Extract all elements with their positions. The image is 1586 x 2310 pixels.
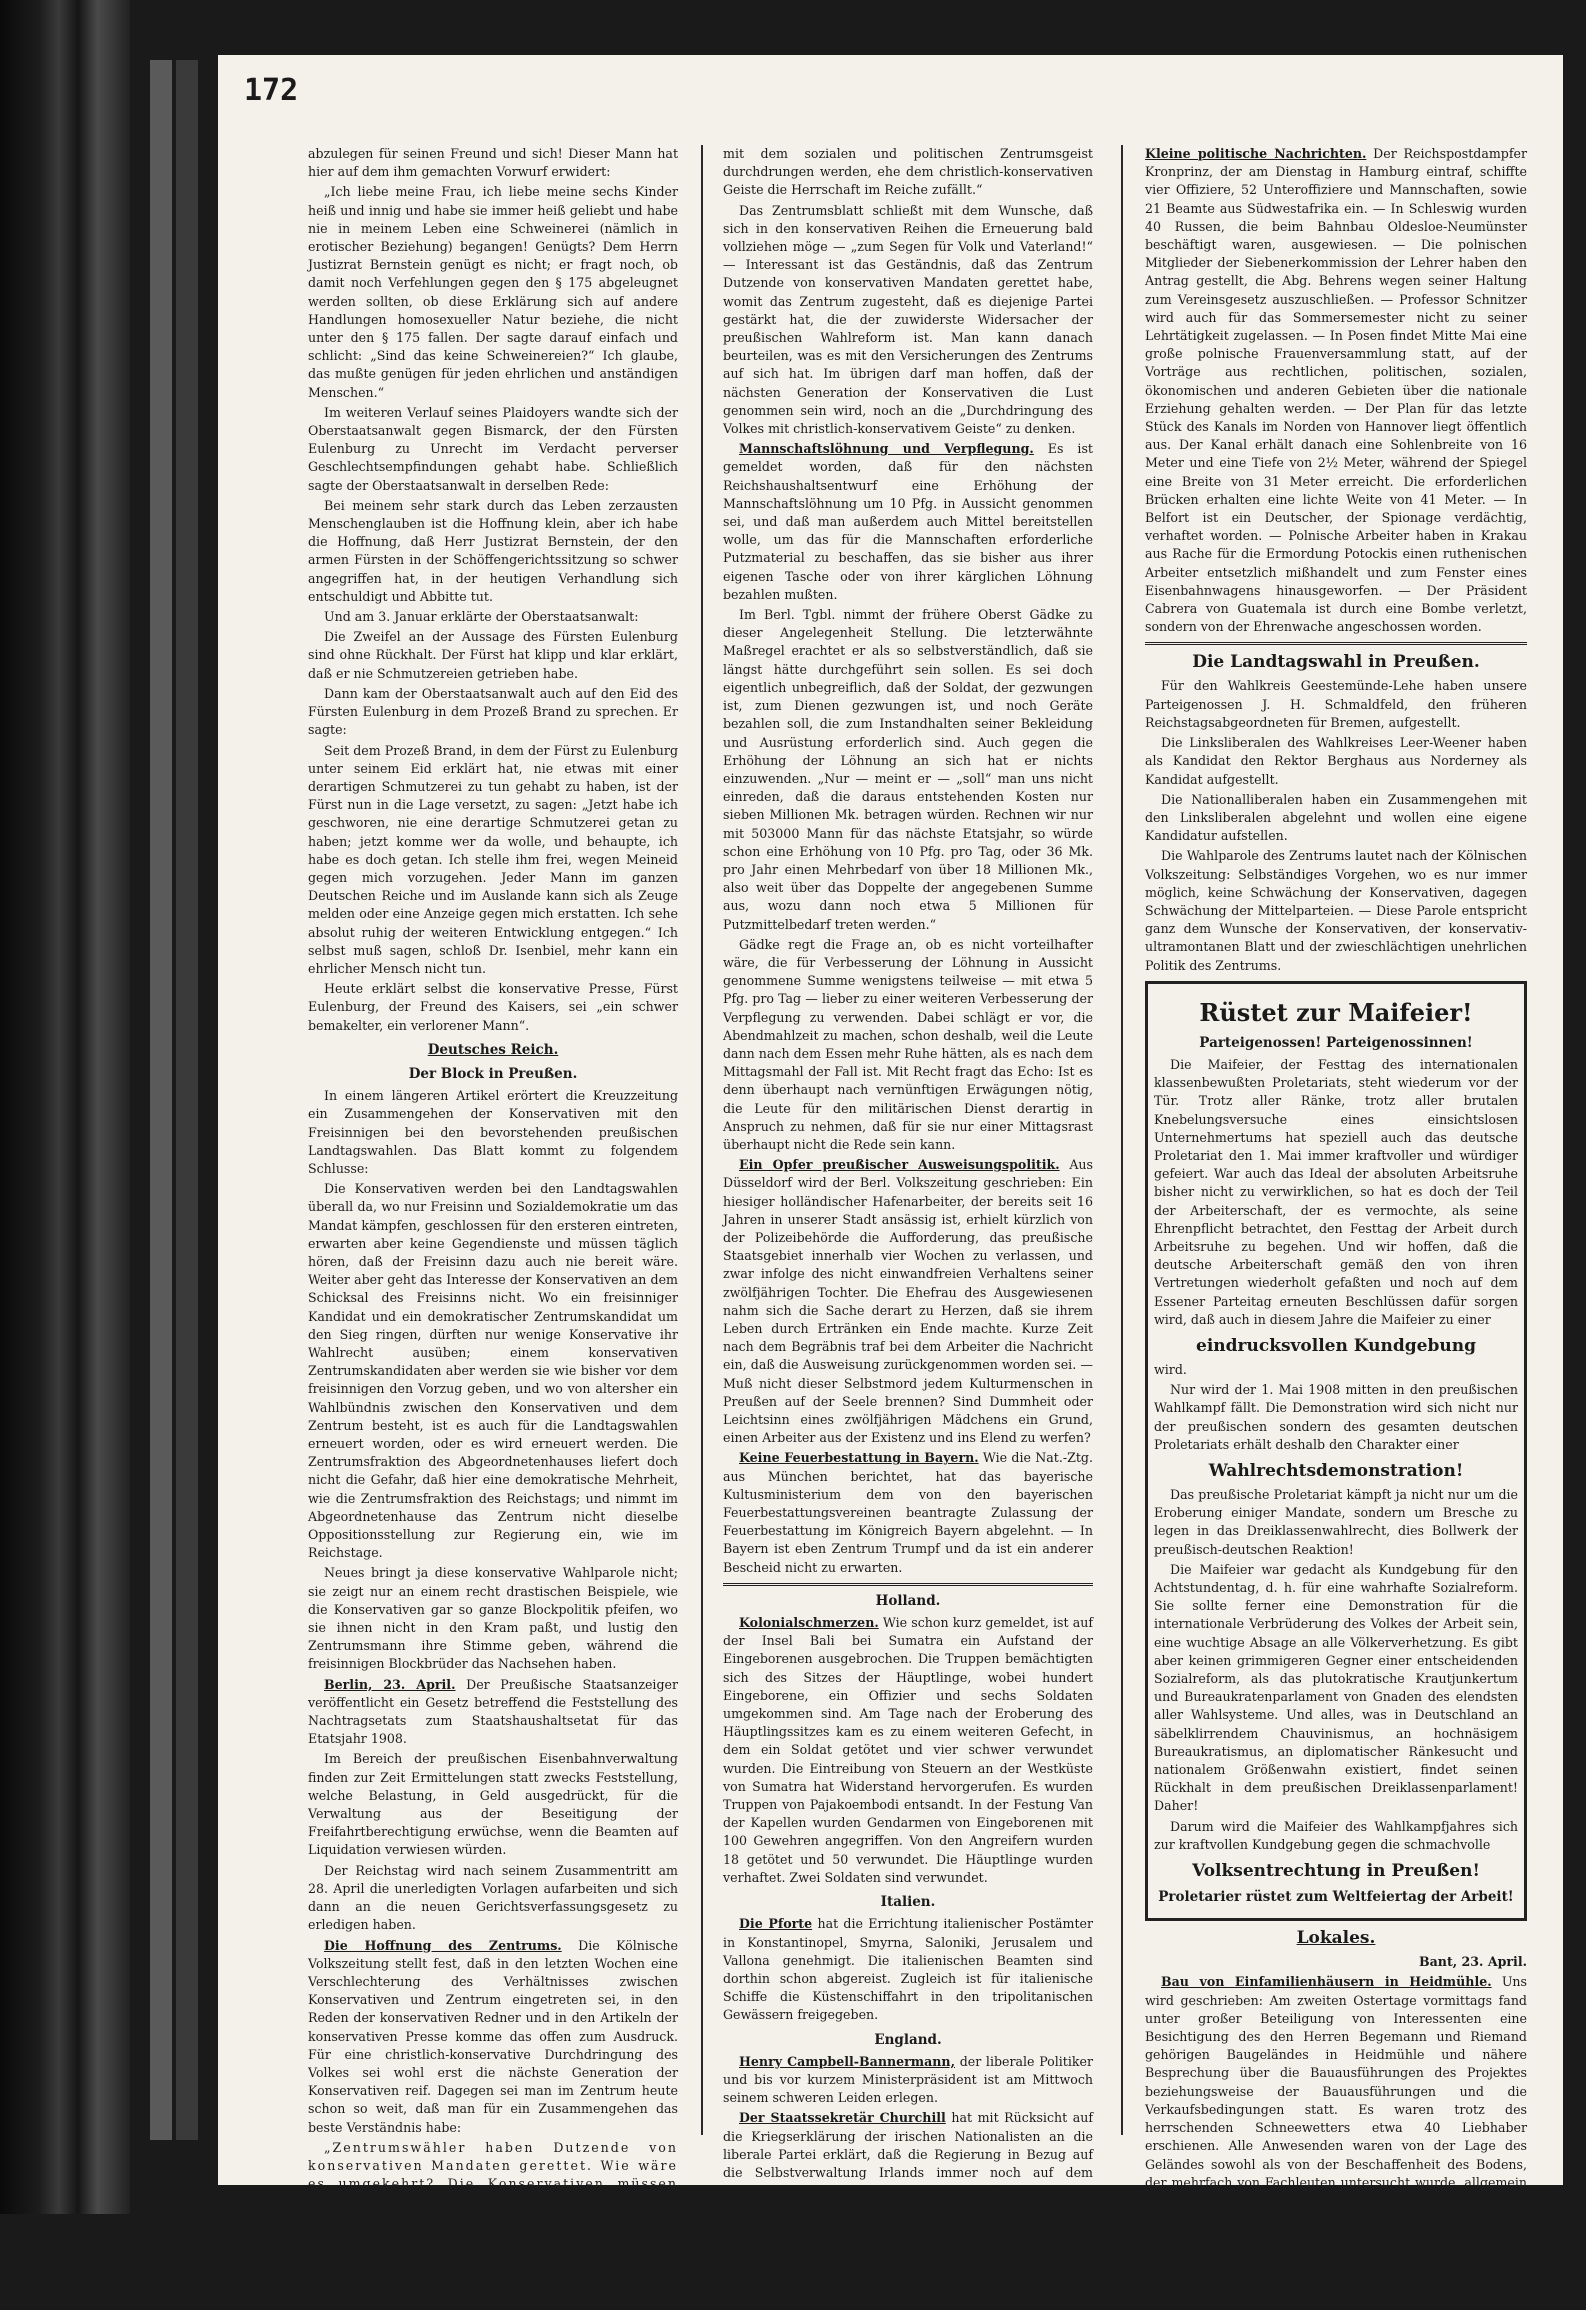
paragraph: [723, 1156, 1093, 1447]
section-heading: Deutsches Reich.: [427, 1041, 559, 1058]
binding-stripe: [150, 60, 172, 2140]
paragraph: Im weiteren Verlauf seines Plaidoyers wandte sich der Oberstaatsanwalt gegen Bismarck, der den Fürsten Eulenburg zu Unrecht im Verdacht perverser Geschlechtsempfindungen gehabt habe. Schließlich sagte der Oberstaatsanwalt in derselben Rede:: [308, 404, 678, 493]
lead-text: Kolonialschmerzen.: [739, 1615, 879, 1631]
paragraph: Für den Wahlkreis Geestemünde-Lehe haben unsere Parteigenossen J. H. Schmaldfeld, den früheren Reichstagsabgeordneten für Bremen, aufgestellt.: [1145, 678, 1527, 730]
lead-text: Bau von Einfamilienhäusern in Heidmühle.: [1161, 1974, 1492, 1990]
paragraph: Neues bringt ja diese konservative Wahlparole nicht; sie zeigt nur an einem recht drastischen Beispiele, wie die Konservativen gar so ganze Blockpolitik pfeifen, wo sie ihnen nicht in den Kram paßt, und lustig den Zentrumsmann ihre Stimme geben, während die freisinnigen Blockbrüder das Nachsehen haben.: [308, 1565, 678, 1672]
paragraph: „Ich liebe meine Frau, ich liebe meine sechs Kinder heiß und innig und habe sie immer heiß geliebt und habe nie in meinem Leben eine Schweinerei (nämlich in erotischer Beziehung) begangen! Genügts? Dem Herrn Justizrat Bernstein genügt es nicht; er fragt noch, ob damit noch Verfehlungen gegen den § 175 abgeleugnet werden sollten, ob diese Erklärung sich auf andere Handlungen homosexueller Natur beziehe, die nicht unter den § 175 fallen. Der sagte darauf einfach und schlicht: „Sind das keine Schweinereien?“ Ich glaube, das mußte genügen für jeden ehrlichen und anständigen Menschen.“: [308, 184, 678, 400]
lead-text: Berlin, 23. April.: [324, 1676, 456, 1692]
paragraph: Die Linksliberalen des Wahlkreises Leer-Weener haben als Kandidat den Rektor Berghaus aus Norderney als Kandidat aufgestellt.: [1145, 735, 1527, 787]
paragraph: [723, 1449, 1093, 1576]
paragraph: [723, 1915, 1093, 2024]
paragraph: Dann kam der Oberstaatsanwalt auch auf den Eid des Fürsten Eulenburg in dem Prozeß Brand zu sprechen. Er sagte:: [308, 685, 678, 738]
body-text: Die Kölnische Volkszeitung stellt fest, daß in den letzten Wochen eine Verschlechterung des Verhältnisses zwischen Konservativen und Zentrum eingetreten sei, in den Reden der konservativen Redner und in den Artikeln der konservativen Presse komme das offen zum Ausdruck. Für eine christlich-konservative Durchdringung des Volkes sei wohl erst die nächste Generation der Konservativen reif. Dagegen sei man im Zentrum heute schon so weit, daß man für ein Zusammengehen das beste Verständnis habe:: [308, 1937, 678, 2135]
column-2: [723, 145, 1094, 2308]
section-heading: Die Landtagswahl in Preußen.: [1192, 652, 1480, 673]
dateline: Bant, 23. April.: [1418, 1954, 1527, 1970]
paragraph: Die Konservativen werden bei den Landtagswahlen überall da, wo nur Freisinn und Sozialdemokratie um das Mandat kämpfen, geschlossen für den ersteren eintreten, erwarten aber keine Gegendienste und müssen täglich hören, daß der Freisinn dazu auch nie bereit wäre. Weiter aber geht das Interesse der Konservativen an dem Schicksal des Freisinns nicht. Wo ein freisinniger Kandidat und ein demokratischer Zentrumskandidat um den Sieg ringen, dürften nur wenige Konservative ihr Wahlrecht ausüben; einem konservativen Zentrumskandidaten aber werden sie wie bisher vor dem freisinnigen den Vorzug geben, und wo von altersher ein Wahlbündnis zwischen den Konservativen und dem Zentrum besteht, ist es auch für die Landtagswahlen erneuert worden, oder es wird erneuert werden. Die Zentrumsfraktion des Abgeordnetenhauses liefert doch nicht die Gefahr, daß hier eine demokratische Mehrheit, wie die Zentrumsfraktion des Reichstags; und nimmt im Abgeordnetenhause das Zentrum nicht dieselbe Oppositionsstellung zur Regierung ein, wie im Reichstage.: [308, 1181, 678, 1561]
section-heading: Italien.: [880, 1894, 936, 1911]
body-text: Es ist gemeldet worden, daß für den nächsten Reichshaushaltsentwurf eine Erhöhung der Mannschaftslöhnung um 10 Pfg. in Aussicht genommen sei, und daß man außerdem auch Mittel bereitstellen wolle, um das für die Mannschaften erforderliche Putzmaterial zu beschaffen, das sie bisher aus ihrer eigenen Tasche oder von ihrer kärglichen Löhnung bezahlen mußten.: [723, 441, 1093, 602]
paragraph: Bei meinem sehr stark durch das Leben zerzausten Menschenglauben ist die Hoffnung klein, aber ich habe die Hoffnung, daß Herr Justizrat Bernstein, der den armen Fürsten in der Schöffengerichtssitzung so schwer angegriffen hat, in der heutigen Verhandlung sich entschuldigt und Abbitte tut.: [308, 497, 678, 604]
body-text: hat die Errichtung italienischer Postämter in Konstantinopel, Smyrna, Saloniki, Jerusalem und Vallona genehmigt. Die italienischen Beamten sind dorthin schon abgereist. Zugleich ist für italienische Schiffe die Küstenschiffahrt in den tripolitanischen Gewässern freigegeben.: [723, 1916, 1094, 2023]
lead-text: Ein Opfer preußischer Ausweisungspolitik.: [739, 1157, 1060, 1173]
body-text: Wie die Nat.-Ztg. aus München berichtet, hat das bayerische Kultusministerium dem von den bayerischen Feuerbestattungsvereinen beantragte Zulassung der Feuerbestattung im Königreich Bayern abgelehnt. — In Bayern ist eben Zentrum Trumpf und da ist ein anderer Bescheid nicht zu erwarten.: [723, 1450, 1093, 1575]
column-3: [1145, 145, 1527, 2227]
page-number: 172: [244, 73, 299, 108]
column-rule: [1121, 145, 1123, 2135]
column-1: [308, 145, 678, 2210]
maifeier-slogan: Proletarier rüstet zum Weltfeiertag der Arbeit!: [1158, 1889, 1514, 1906]
paragraph: Nur wird der 1. Mai 1908 mitten in den preußischen Wahlkampf fällt. Die Demonstration wird sich nicht nur der preußischen sondern des gesamten deutschen Proletariats erhält deshalb den Charakter einer: [1154, 1382, 1518, 1452]
paragraph: Die Maifeier war gedacht als Kundgebung für den Achtstundentag, d. h. für eine wahrhafte Sozialreform. Sie sollte ferner eine Demonstration für die internationale Verbrüderung des Volkes der Arbeit sein, eine wuchtige Absage an alle Völkerverhetzung. Es gibt aber keinen grimmigeren Gegner einer entscheidenden Sozialreform, als das plutokratische Krautjunkertum und Bureaukratenparlament von Gnaden des elendsten aller Wahlsysteme. Und alles, was in Deutschland an säbelklirrendem Chauvinismus, an hochnäsigem Bureaukratismus, an diplomatischer Ränkesucht und nationalem Größenwahn existiert, findet seinen Rückhalt in dem preußischen Dreiklassenparlament! Daher!: [1154, 1561, 1518, 1814]
article-heading: Der Block in Preußen.: [408, 1065, 578, 1082]
paragraph: Das preußische Proletariat kämpft ja nicht nur um die Eroberung einiger Mandate, sondern um Bresche zu legen in das Dreiklassenwahlrecht, dies Bollwerk der preußisch-deutschen Reaktion!: [1154, 1487, 1518, 1557]
body-text: Wie schon kurz gemeldet, ist auf der Insel Bali bei Sumatra ein Aufstand der Eingeborenen ausgebrochen. Die Truppen bemächtigten sich des Sitzes der Häuptlinge, wobei hundert Eingeborene, ein Offizier und sechs Soldaten umgekommen sind. Am Tage nach der Eroberung des Häuptlingssitzes kam es zu einem weiteren Gefecht, in dem ein Soldat getötet und vier schwer verwundet wurden. Die Eintreibung von Steuern an der Westküste von Sumatra hat Widerstand hervorgerufen. Es wurden Truppen von Pajakoembodi entsandt. In der Festung Van der Kapellen wurden Gendarmen von Eingeborenen mit 100 Gewehren angegriffen. Von den Angreifern wurden 18 getötet und 50 verwundet. Die Häuptlinge wurden verhaftet. Zwei Soldaten sind verwundet.: [723, 1615, 1093, 1885]
paragraph: [723, 440, 1093, 604]
maifeier-box: [1145, 981, 1527, 1922]
body-text: hat mit Rücksicht auf die Kriegserklärung der irischen Nationalisten an die liberale Partei erklärt, daß die Regierung in Bezug auf die Selbstverwaltung Irlands immer noch auf dem liberalen entgegenkommenden Standpunkt stehe und daß man sie kaum bedrängen werde. Daraufhin hat Redmond, der Führer der Nationalisten, seine Parteigenossen in Manchester angewiesen, für Churchill, der sich dort einer Neuwahl unterziehen muß, zu stimmen. Die Aufregung über den Wahlausgang ist im Wachsen.: [723, 2110, 1094, 2308]
paragraph: Gädke regt die Frage an, ob es nicht vorteilhafter wäre, die für Verbesserung der Löhnung in Aussicht genommene Summe wenigstens teilweise — mit etwa 5 Pfg. pro Tag — lieber zu einer weiteren Verbesserung der Verpflegung zu verwenden. Dabei schlägt er vor, die Abendmahlzeit zu machen, schon deshalb, weil die Leute dann nach dem Essen mehr Ruhe hätten, als es nach dem Mittagsmahl der Fall ist. Mit Recht fragt das Echo: Ist es denn überhaupt nach vernünftigen Erwägungen nötig, die Leute für den militärischen Dienst derartig in Anspruch zu nehmen, daß für sie nur einer Mittagsrast überhaupt nicht die Rede sein kann.: [723, 936, 1093, 1152]
paragraph: Die Zweifel an der Aussage des Fürsten Eulenburg sind ohne Rückhalt. Der Fürst hat klipp und klar erklärt, daß er nie Schmutzereien getrieben habe.: [308, 629, 678, 681]
paragraph: In einem längeren Artikel erörtert die Kreuzzeitung ein Zusammengehen der Konservativen mit den Freisinnigen bei den bevorstehenden preußischen Landtagswahlen. Das Blatt kommt zu folgendem Schlusse:: [308, 1088, 678, 1176]
lead-text: Keine Feuerbestattung in Bayern.: [739, 1450, 979, 1466]
paragraph: [723, 1614, 1093, 1887]
body-text: Der Preußische Staatsanzeiger veröffentlicht ein Gesetz betreffend die Feststellung des Nachtragsetats zum Staatshaushaltsetat für das Etatsjahr 1908.: [308, 1676, 678, 1747]
body-text: Aus Düsseldorf wird der Berl. Volkszeitung geschrieben: Ein hiesiger holländischer Hafenarbeiter, der bereits seit 16 Jahren in unserer Stadt ansässig ist, erhielt kürzlich von der Polizeibehörde die Aufforderung, das preußische Staatsgebiet innerhalb vier Wochen zu verlassen, und zwar infolge des nicht einwandfreien Verhaltens seiner zwölfjährigen Tochter. Die Ehefrau des Ausgewiesenen nahm sich die Sache derart zu Herzen, daß sie ihrem Leben durch Ertränken ein Ende machte. Kurze Zeit nach dem Begräbnis traf bei dem Arbeiter die Nachricht ein, daß die Ausweisung zurückgenommen worden sei. — Muß nicht dieser Selbstmord jedem Kulturmenschen in Preußen auf der Seele brennen? Sind Dummheit oder Leichtsinn eines zwölfjährigen Mädchens ein Grund, einen Arbeiter aus der Existenz und ins Elend zu werfen?: [723, 1157, 1093, 1446]
lead-text: Der Staatssekretär Churchill: [739, 2110, 946, 2126]
paragraph: [1145, 145, 1527, 636]
paragraph: [1145, 1973, 1527, 2228]
maifeier-title: Rüstet zur Maifeier!: [1199, 997, 1473, 1027]
lead-text: Henry Campbell-Bannermann,: [739, 2053, 955, 2069]
divider: [1145, 642, 1527, 645]
paragraph: Das Zentrumsblatt schließt mit dem Wunsche, daß sich in den konservativen Reihen die Erneuerung bald vollziehen möge — „zum Segen für Volk und Vaterland!“ — Interessant ist das Geständnis, daß das Zentrum Dutzende von konservativen Mandaten gerettet habe, womit das Zentrum zugesteht, daß es diejenige Partei gestärkt hat, die der zuwiderste Widersacher der preußischen Wahlreform ist. Man kann danach beurteilen, was es mit den Versicherungen des Zentrums auf sich hat. Im übrigen darf man hoffen, daß der nächsten Generation der Konservativen die Lust genommen sein wird, noch an die „Durchdringung des Volkes mit christlich-konservativem Geiste“ zu denken.: [723, 202, 1093, 437]
paragraph: Im Berl. Tgbl. nimmt der frühere Oberst Gädke zu dieser Angelegenheit Stellung. Die letzterwähnte Maßregel erachtet er als so selbstverständlich, daß sie längst hätte durchgeführt sein sollen. Es sei doch eigentlich unbegreiflich, daß der Soldat, der gezwungen ist, zum Dienen gezwungen ist, und noch Geräte bezahlen soll, die zum Instandhalten seiner Bekleidung und Ausrüstung erforderlich sind. Auch gegen die Erhöhung der Löhnung an sich hat er nichts einzuwenden. „Nur — meint er — „soll“ man uns nicht einreden, daß die daraus entstehenden Kosten nur sieben Millionen Mk. betragen würden. Rechnen wir nur mit 503000 Mann für das nächste Etatsjahr, so würde schon eine Erhöhung von 10 Pfg. pro Tag, oder 36 Mk. pro Jahr einen Mehrbedarf von über 18 Millionen Mk., also weit über das Doppelte der angegebenen Summe aus, wozu dann noch etwa 5 Millionen für Putzmittelbedarf treten werden.“: [723, 607, 1093, 932]
section-heading: Lokales.: [1296, 1928, 1376, 1949]
paragraph: Die Nationalliberalen haben ein Zusammengehen mit den Linksliberalen abgelehnt und wollen eine eigene Kandidatur aufstellen.: [1145, 791, 1527, 844]
lead-text: Die Pforte: [739, 1916, 813, 1932]
paragraph: [723, 2053, 1093, 2108]
paragraph: Seit dem Prozeß Brand, in dem der Fürst zu Eulenburg unter seinem Eid erklärt hat, nie etwas mit einer derartigen Schmutzerei zu tun gehabt zu haben, ist der Fürst nun in die Lage versetzt, zu sagen: „Jetzt habe ich geschworen, nie eine derartige Schmutzerei getan zu haben; jetzt komme wer da wolle, und behaupte, ich habe es doch getan. Ich stelle ihm frei, wegen Meineid gegen mich vorzugehen. Jeder Mann im ganzen Deutschen Reiche und im Auslande kann sich als Zeuge melden oder eine Anzeige gegen mich erstatten. Ich sehe absolut ruhig der weiteren Entwicklung entgegen.“ Ich selbst muß sagen, schloß Dr. Isenbiel, mehr kann ein ehrlicher Mensch nicht tun.: [308, 742, 678, 976]
body-text: Uns wird geschrieben: Am zweiten Ostertage vormittags fand unter großer Beteiligung von Interessenten eine Besichtigung des den Herren Begemann und Riemand gehörigen Baugeländes in Heidmühle und nähere Besprechung über die Bauausführungen des Projektes beziehungsweise der Bauausführungen und die Verkaufsbedingungen statt. Es waren trotz des herrschenden Schneewetters etwa 40 Liebhaber erschienen. Alle Anwesenden waren von der Lage des Geländes sowohl als von der Beschaffenheit des Bodens, der mehrfach von Fachleuten untersucht wurde, allgemein befriedigt. Die Bauplätze liegen etwa 300 Meter vom Bahnhof Heidmühle: [1145, 1974, 1527, 2227]
paragraph: „Zentrumswähler haben Dutzende von konservativen Mandaten gerettet. Wie wäre es umgekehrt? Die Konservativen müssen mehr: [308, 2139, 678, 2210]
column-rule: [701, 145, 703, 2135]
maifeier-heading: Volksentrechtung in Preußen!: [1192, 1861, 1480, 1882]
newspaper-page: [218, 55, 1563, 2308]
paragraph: [308, 1676, 678, 1749]
paragraph: Und am 3. Januar erklärte der Oberstaatsanwalt:: [324, 609, 639, 625]
paragraph: Im Bereich der preußischen Eisenbahnverwaltung finden zur Zeit Ermittelungen statt zwecks Feststellung, welche Belastung, in Geld ausgedrückt, für die Verwaltung aus der Beseitigung der Freifahrtberechtigung erwüchse, wenn die Beamten auf Liquidation verwiesen würden.: [308, 1751, 678, 1858]
body-text: der liberale Politiker und bis vor kurzem Ministerpräsident ist am Mittwoch seinem schweren Leiden erlegen.: [723, 2053, 1093, 2106]
binding-stripe: [176, 60, 198, 2140]
section-heading: England.: [874, 2031, 942, 2048]
paragraph: [308, 1937, 678, 2137]
section-heading: Holland.: [875, 1592, 941, 1609]
lead-text: Kleine politische Nachrichten.: [1145, 146, 1367, 161]
divider: [723, 1583, 1093, 1586]
body-text: Der Reichspostdampfer Kronprinz, der am Dienstag in Hamburg eintraf, schiffte vier Offiziere, 52 Unteroffiziere und Mannschaften, sowie 21 Beamte aus Südwestafrika ein. — In Schleswig wurden 40 Russen, die beim Bahnbau Oldesloe-Neumünster beschäftigt waren, ausgewiesen. — Die polnischen Mitglieder der Siebenerkommission der Lehrer haben den Antrag gestellt, die Abg. Behrens wegen seiner Haltung zum Vereinsgesetz auszuschließen. — Professor Schnitzer wird auch für das Sommersemester nicht zu seiner Lehrtätigkeit zugelassen. — In Posen findet Mitte Mai eine große polnische Frauenversammlung statt, auf der Vorträge aus rechtlichen, politischen, sozialen, ökonomischen und anderen Gebieten über die nationale Erziehung gehalten werden. — Der Plan für das letzte Stück des Kanals im Norden von Hannover liegt öffentlich aus. Der Kanal erhält danach eine Sohlenbreite von 16 Meter und eine Tiefe von 2½ Meter, während der Spiegel eine Breite von 31 Meter erreicht. Die erforderlichen Brücken erhalten eine lichte Weite von 41 Meter. — In Belfort ist ein Deutscher, der Spionage verdächtig, verhaftet worden. — Polnische Arbeiter haben in Krakau aus Rache für die Ermordung Potockis einen ruthenischen Arbeiter entsetzlich mißhandelt und zum Fenster eines Eisenbahnwagens hinausgeworfen. — Der Präsident Cabrera von Guatemala ist durch eine Bombe verletzt, sondern von der Ehrenwache angeschossen worden.: [1145, 146, 1527, 635]
paragraph: Heute erklärt selbst die konservative Presse, Fürst Eulenburg, der Freund des Kaisers, sei „ein schwer bemakelter, ein verlorener Mann“.: [308, 981, 678, 1033]
book-binding: [0, 0, 130, 2214]
maifeier-subtitle: Parteigenossen! Parteigenossinnen!: [1199, 1034, 1473, 1051]
paragraph: wird.: [1154, 1361, 1187, 1377]
paragraph: Der Reichstag wird nach seinem Zusammentritt am 28. April die unerledigten Vorlagen aufarbeiten und sich dann an die neuen Gerichtsverfassungsgesetz zu erledigen haben.: [308, 1862, 678, 1933]
paragraph: mit dem sozialen und politischen Zentrumsgeist durchdrungen werden, ehe dem christlich-konservativen Geiste die Herrschaft im Reiche zufällt.“: [723, 146, 1093, 198]
paragraph: [723, 2109, 1093, 2309]
maifeier-heading: Wahlrechtsdemonstration!: [1208, 1461, 1464, 1481]
lead-text: Mannschaftslöhnung und Verpflegung.: [739, 441, 1034, 457]
maifeier-heading: eindrucksvollen Kundgebung: [1196, 1335, 1476, 1356]
paragraph: abzulegen für seinen Freund und sich! Dieser Mann hat hier auf dem ihm gemachten Vorwurf erwidert:: [308, 146, 678, 180]
paragraph: Darum wird die Maifeier des Wahlkampfjahres sich zur kraftvollen Kundgebung gegen die schmachvolle: [1154, 1818, 1518, 1852]
lead-text: Die Hoffnung des Zentrums.: [324, 1937, 562, 1953]
paragraph: Die Maifeier, der Festtag des internationalen klassenbewußten Proletariats, steht wiederum vor der Tür. Trotz aller Ränke, trotz aller brutalen Knebelungsversuche eines einsichtslosen Unternehmertums hat speziell auch das deutsche Proletariat den 1. Mai immer kraftvoller und würdiger gefeiert. War auch das Ideal der absoluten Arbeitsruhe bisher nicht zu verwirklichen, so hat es doch der Teil der Arbeiterschaft, der es vermochte, als seine Ehrenpflicht betrachtet, den Festtag der Arbeit durch Arbeitsruhe zu begehen. Und wir hoffen, daß die deutsche Arbeiterschaft gemäß den von ihren Vertretungen wiederholt gefaßten und noch auf dem Essener Parteitag erneuten Beschlüssen dafür sorgen wird, daß auch in diesem Jahre die Maifeier zu einer: [1154, 1056, 1518, 1327]
paragraph: Die Wahlparole des Zentrums lautet nach der Kölnischen Volkszeitung: Selbständiges Vorgehen, wo es nur immer möglich, keine Schwächung der Konservativen, dagegen Schwächung der Mittelparteien. — Diese Parole entspricht ganz dem Wunsche der Konservativen, der konservativ-ultramontanen Blatt und der zwieschlächtigen unehrlichen Politik des Zentrums.: [1145, 848, 1527, 973]
